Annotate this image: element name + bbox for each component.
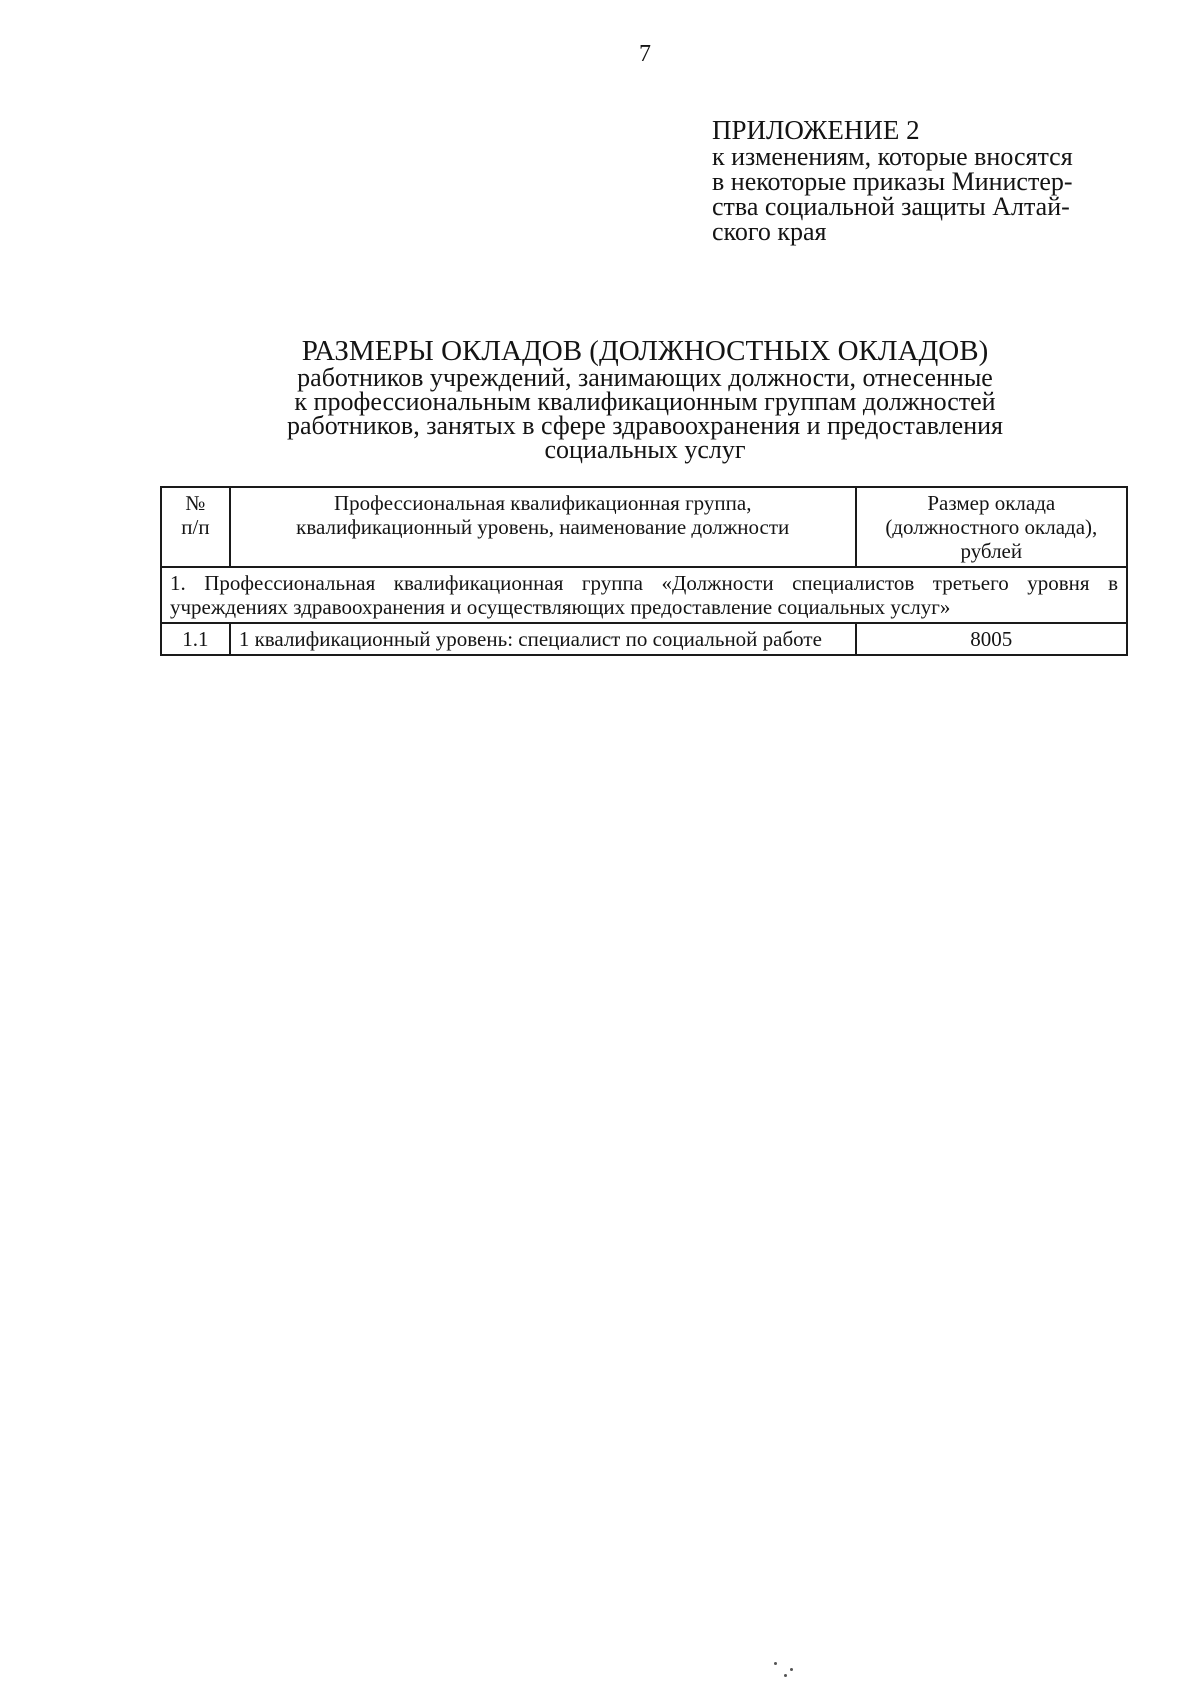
scan-speck (774, 1662, 777, 1665)
document-title: РАЗМЕРЫ ОКЛАДОВ (ДОЛЖНОСТНЫХ ОКЛАДОВ) (301, 335, 989, 367)
row-position: 1 квалификационный уровень: специалист по социальной работе (230, 623, 856, 655)
appendix-title: ПРИЛОЖЕНИЕ 2 (712, 115, 920, 145)
scan-speck (790, 1668, 793, 1671)
document-title-block (0, 336, 1200, 462)
document-subtitle-line: работников учреждений, занимающих должности, отнесенные (297, 363, 993, 392)
header-name-line: квалификационный уровень, наименование должности (296, 515, 790, 539)
appendix-line: в некоторые приказы Министер- (712, 167, 1073, 196)
document-subtitle-line: к профессиональным квалификационным группам должностей (294, 387, 996, 416)
header-name (230, 487, 856, 567)
row-num: 1.1 (161, 623, 230, 655)
document-subtitle-line: социальных услуг (544, 435, 746, 464)
table-header-row (161, 487, 1127, 567)
scan-speck (784, 1674, 787, 1677)
appendix-line: к изменениям, которые вносятся (712, 142, 1073, 171)
table-row (161, 623, 1127, 655)
header-salary-line: рублей (960, 539, 1023, 563)
salary-table (160, 486, 1128, 656)
appendix-block (712, 116, 1132, 244)
header-salary (856, 487, 1127, 567)
appendix-line: ского края (712, 217, 827, 246)
document-subtitle-line: работников, занятых в сфере здравоохранения и предоставления (287, 411, 1003, 440)
header-salary-line: (должностного оклада), (885, 515, 1098, 539)
header-salary-line: Размер оклада (927, 491, 1056, 515)
appendix-line: ства социальной защиты Алтай- (712, 192, 1070, 221)
row-salary: 8005 (856, 623, 1127, 655)
table-group-row (161, 567, 1127, 623)
page-number: 7 (639, 41, 651, 67)
group-title: 1. Профессиональная квалификационная группа «Должности специалистов третьего уровня в учреждениях здравоохранения и осуществляющих предоставление социальных услуг» (161, 567, 1127, 623)
header-num-line: № (185, 491, 206, 515)
header-num-line: п/п (181, 515, 210, 539)
header-name-line: Профессиональная квалификационная группа, (334, 491, 752, 515)
header-num (161, 487, 230, 567)
